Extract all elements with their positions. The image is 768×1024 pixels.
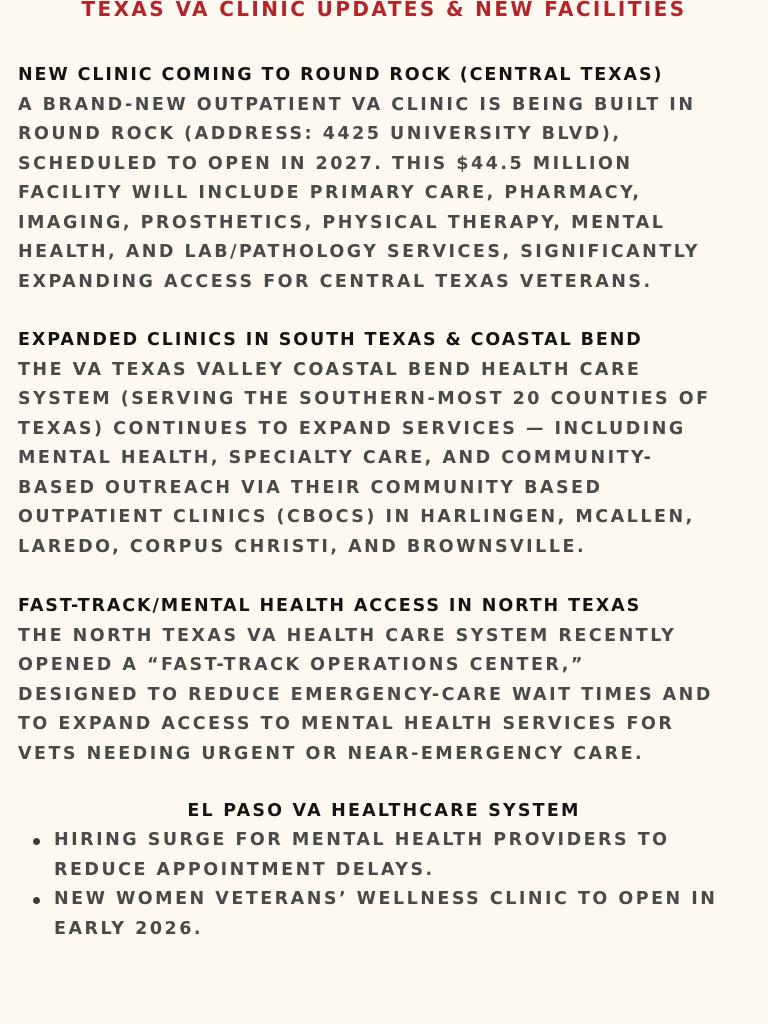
el-paso-heading: EL PASO VA HEALTHCARE SYSTEM: [187, 801, 581, 821]
body-line: OUTPATIENT CLINICS (CBOCS) IN HARLINGEN, MCALLEN,: [18, 507, 695, 527]
body-line: A BRAND-NEW OUTPATIENT VA CLINIC IS BEING BUILT IN: [18, 94, 696, 115]
body-line: SCHEDULED TO OPEN IN 2027. THIS $44.5 MILLION: [18, 153, 633, 174]
bullet-icon: [33, 897, 40, 904]
body-line: HEALTH, AND LAB/PATHOLOGY SERVICES, SIGNIFICANTLY: [18, 242, 700, 262]
section-body: [18, 622, 768, 770]
bullet-text: [54, 826, 768, 885]
body-line: FACILITY WILL INCLUDE PRIMARY CARE, PHARMACY,: [18, 183, 642, 203]
el-paso-bullet-list: [30, 826, 768, 944]
bullet-icon: [33, 838, 40, 845]
section-body: [18, 356, 768, 563]
section-body: [18, 91, 768, 298]
body-line: VETS NEEDING URGENT OR NEAR-EMERGENCY CARE.: [18, 743, 645, 764]
section-round-rock: [18, 61, 768, 297]
body-line: ROUND ROCK (ADDRESS: 4425 UNIVERSITY BLVD),: [18, 124, 622, 144]
body-line: LAREDO, CORPUS CHRISTI, AND BROWNSVILLE.: [18, 536, 587, 557]
body-line: REDUCE APPOINTMENT DELAYS.: [54, 859, 435, 880]
body-line: NEW WOMEN VETERANS’ WELLNESS CLINIC TO OPEN IN: [54, 889, 718, 909]
section-heading: EXPANDED CLINICS IN SOUTH TEXAS & COASTAL BEND: [18, 330, 643, 350]
list-item: [30, 826, 768, 885]
section-heading: NEW CLINIC COMING TO ROUND ROCK (CENTRAL TEXAS): [18, 65, 664, 85]
bullet-text: [54, 885, 768, 944]
body-line: OPENED A “FAST-TRACK OPERATIONS CENTER,”: [18, 655, 585, 675]
body-line: IMAGING, PROSTHETICS, PHYSICAL THERAPY, MENTAL: [18, 212, 666, 233]
body-line: MENTAL HEALTH, SPECIALTY CARE, AND COMMUNITY-: [18, 448, 654, 468]
body-line: BASED OUTREACH VIA THEIR COMMUNITY BASED: [18, 477, 603, 498]
body-line: SYSTEM (SERVING THE SOUTHERN-MOST 20 COUNTIES OF: [18, 389, 711, 409]
body-line: EARLY 2026.: [54, 918, 204, 939]
page-title: TEXAS VA CLINIC UPDATES & NEW FACILITIES: [81, 0, 687, 21]
body-line: EXPANDING ACCESS FOR CENTRAL TEXAS VETERANS.: [18, 271, 653, 292]
body-line: DESIGNED TO REDUCE EMERGENCY-CARE WAIT TIMES AND: [18, 684, 713, 705]
list-item: [30, 885, 768, 944]
body-line: TEXAS) CONTINUES TO EXPAND SERVICES — INCLUDING: [18, 418, 686, 439]
body-line: TO EXPAND ACCESS TO MENTAL HEALTH SERVICES FOR: [18, 714, 675, 734]
body-line: THE VA TEXAS VALLEY COASTAL BEND HEALTH CARE: [18, 359, 642, 380]
body-line: THE NORTH TEXAS VA HEALTH CARE SYSTEM RECENTLY: [18, 625, 677, 646]
section-north-texas: [18, 592, 768, 769]
section-south-texas: [18, 326, 768, 562]
body-line: HIRING SURGE FOR MENTAL HEALTH PROVIDERS TO: [54, 830, 670, 850]
section-heading: FAST-TRACK/MENTAL HEALTH ACCESS IN NORTH TEXAS: [18, 596, 642, 616]
